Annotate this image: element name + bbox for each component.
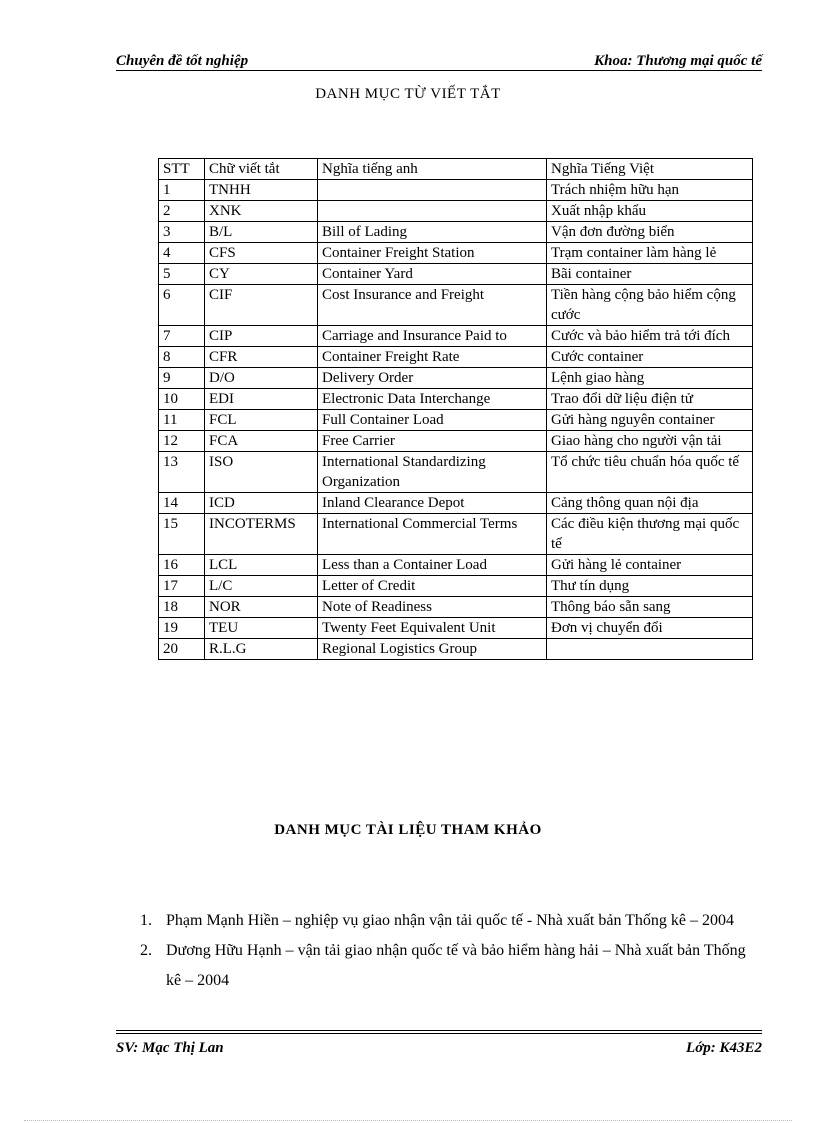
table-cell: 14 (159, 493, 205, 514)
table-cell: Delivery Order (318, 368, 547, 389)
table-row (159, 576, 753, 597)
table-cell: ISO (205, 452, 318, 493)
table-cell: 19 (159, 618, 205, 639)
table-cell (547, 639, 753, 660)
table-cell: Trao đổi dữ liệu điện tử (547, 389, 753, 410)
table-cell: Đơn vị chuyển đổi (547, 618, 753, 639)
table-row (159, 222, 753, 243)
table-cell: 1 (159, 180, 205, 201)
table-cell: 12 (159, 431, 205, 452)
references-title: DANH MỤC TÀI LIỆU THAM KHẢO (274, 822, 542, 838)
table-cell: ICD (205, 493, 318, 514)
table-cell: 6 (159, 285, 205, 326)
table-cell: Thông báo sẵn sang (547, 597, 753, 618)
table-header-row (159, 159, 753, 180)
table-cell: L/C (205, 576, 318, 597)
table-cell: CY (205, 264, 318, 285)
abbreviations-title: DANH MỤC TỪ VIẾT TẮT (315, 86, 501, 102)
table-cell: 4 (159, 243, 205, 264)
table-cell: INCOTERMS (205, 514, 318, 555)
table-cell: Free Carrier (318, 431, 547, 452)
table-cell: Electronic Data Interchange (318, 389, 547, 410)
column-header: STT (159, 159, 205, 180)
table-cell: Cost Insurance and Freight (318, 285, 547, 326)
column-header: Nghĩa Tiếng Việt (547, 159, 753, 180)
table-cell: Xuất nhập khẩu (547, 201, 753, 222)
table-cell: Cước và bảo hiểm trả tới đích (547, 326, 753, 347)
table-cell: R.L.G (205, 639, 318, 660)
table-cell: NOR (205, 597, 318, 618)
table-cell: FCL (205, 410, 318, 431)
footer-class: Lớp: K43E2 (686, 1040, 762, 1056)
reference-item (140, 936, 750, 996)
table-cell: Less than a Container Load (318, 555, 547, 576)
table-cell: 17 (159, 576, 205, 597)
table-cell: Note of Readiness (318, 597, 547, 618)
footer-student-name: SV: Mạc Thị Lan (116, 1040, 224, 1056)
table-cell: 5 (159, 264, 205, 285)
reference-text: Dương Hữu Hạnh – vận tải giao nhận quốc tế và bảo hiểm hàng hải – Nhà xuất bản Thống kê – 2004 (166, 942, 746, 989)
table-cell: Tổ chức tiêu chuẩn hóa quốc tế (547, 452, 753, 493)
page-footer (116, 1040, 762, 1057)
reference-text: Phạm Mạnh Hiền – nghiệp vụ giao nhận vận tải quốc tế - Nhà xuất bản Thống kê – 2004 (166, 912, 735, 929)
table-cell: EDI (205, 389, 318, 410)
table-cell: Vận đơn đường biển (547, 222, 753, 243)
table-cell: Bill of Lading (318, 222, 547, 243)
table-cell: B/L (205, 222, 318, 243)
table-row (159, 555, 753, 576)
table-row (159, 347, 753, 368)
table-cell: Cảng thông quan nội địa (547, 493, 753, 514)
table-cell: Carriage and Insurance Paid to (318, 326, 547, 347)
table-cell: Cước container (547, 347, 753, 368)
table-cell: International Commercial Terms (318, 514, 547, 555)
footer-divider (116, 1030, 762, 1031)
reference-item (140, 906, 750, 936)
table-cell: Tiền hàng cộng bảo hiểm cộng cước (547, 285, 753, 326)
table-cell: Bãi container (547, 264, 753, 285)
table-cell: CFS (205, 243, 318, 264)
table-row (159, 410, 753, 431)
table-cell: 7 (159, 326, 205, 347)
table-cell: Các điều kiện thương mại quốc tế (547, 514, 753, 555)
table-cell: Gửi hàng lẻ container (547, 555, 753, 576)
table-cell: CIF (205, 285, 318, 326)
table-row (159, 618, 753, 639)
table-row (159, 180, 753, 201)
reference-number: 2. (140, 942, 152, 959)
table-cell: 16 (159, 555, 205, 576)
table-cell (318, 180, 547, 201)
table-cell: Trách nhiệm hữu hạn (547, 180, 753, 201)
table-cell: CIP (205, 326, 318, 347)
table-body (159, 180, 753, 660)
abbreviations-table (158, 158, 753, 660)
column-header: Nghĩa tiếng anh (318, 159, 547, 180)
table-cell: Letter of Credit (318, 576, 547, 597)
table-cell: 20 (159, 639, 205, 660)
references-list (140, 906, 750, 996)
table-row (159, 201, 753, 222)
table-row (159, 243, 753, 264)
table-row (159, 452, 753, 493)
table-cell: Twenty Feet Equivalent Unit (318, 618, 547, 639)
table-cell: Container Freight Rate (318, 347, 547, 368)
table-cell: TEU (205, 618, 318, 639)
table-row (159, 285, 753, 326)
table-cell: 11 (159, 410, 205, 431)
reference-number: 1. (140, 912, 152, 929)
table-cell: Regional Logistics Group (318, 639, 547, 660)
column-header: Chữ viết tắt (205, 159, 318, 180)
table-row (159, 368, 753, 389)
table-cell: Inland Clearance Depot (318, 493, 547, 514)
table-cell: Full Container Load (318, 410, 547, 431)
table-cell: 9 (159, 368, 205, 389)
table-cell: Thư tín dụng (547, 576, 753, 597)
page-header (116, 48, 762, 71)
table-cell: 18 (159, 597, 205, 618)
table-cell: International Standardizing Organization (318, 452, 547, 493)
table-cell: XNK (205, 201, 318, 222)
table-row (159, 326, 753, 347)
table-cell: Container Freight Station (318, 243, 547, 264)
table-cell: CFR (205, 347, 318, 368)
table-row (159, 597, 753, 618)
table-cell: Container Yard (318, 264, 547, 285)
table-cell: 3 (159, 222, 205, 243)
table-cell: 2 (159, 201, 205, 222)
footer-divider (116, 1033, 762, 1034)
table-cell: 15 (159, 514, 205, 555)
table-row (159, 514, 753, 555)
table-row (159, 264, 753, 285)
table-cell: TNHH (205, 180, 318, 201)
table-row (159, 431, 753, 452)
header-right-text: Khoa: Thương mại quốc tế (594, 53, 762, 69)
table-cell: LCL (205, 555, 318, 576)
table-cell: Gửi hàng nguyên container (547, 410, 753, 431)
table-row (159, 639, 753, 660)
table-cell: 10 (159, 389, 205, 410)
table-row (159, 493, 753, 514)
table-cell: 13 (159, 452, 205, 493)
table-cell: FCA (205, 431, 318, 452)
table-cell: Giao hàng cho người vận tải (547, 431, 753, 452)
table-cell: 8 (159, 347, 205, 368)
page-edge-divider (24, 1120, 792, 1121)
table-cell: D/O (205, 368, 318, 389)
table-cell: Lệnh giao hàng (547, 368, 753, 389)
header-left-text: Chuyên đề tốt nghiệp (116, 53, 249, 69)
table-cell: Trạm container làm hàng lẻ (547, 243, 753, 264)
table-cell (318, 201, 547, 222)
table-row (159, 389, 753, 410)
